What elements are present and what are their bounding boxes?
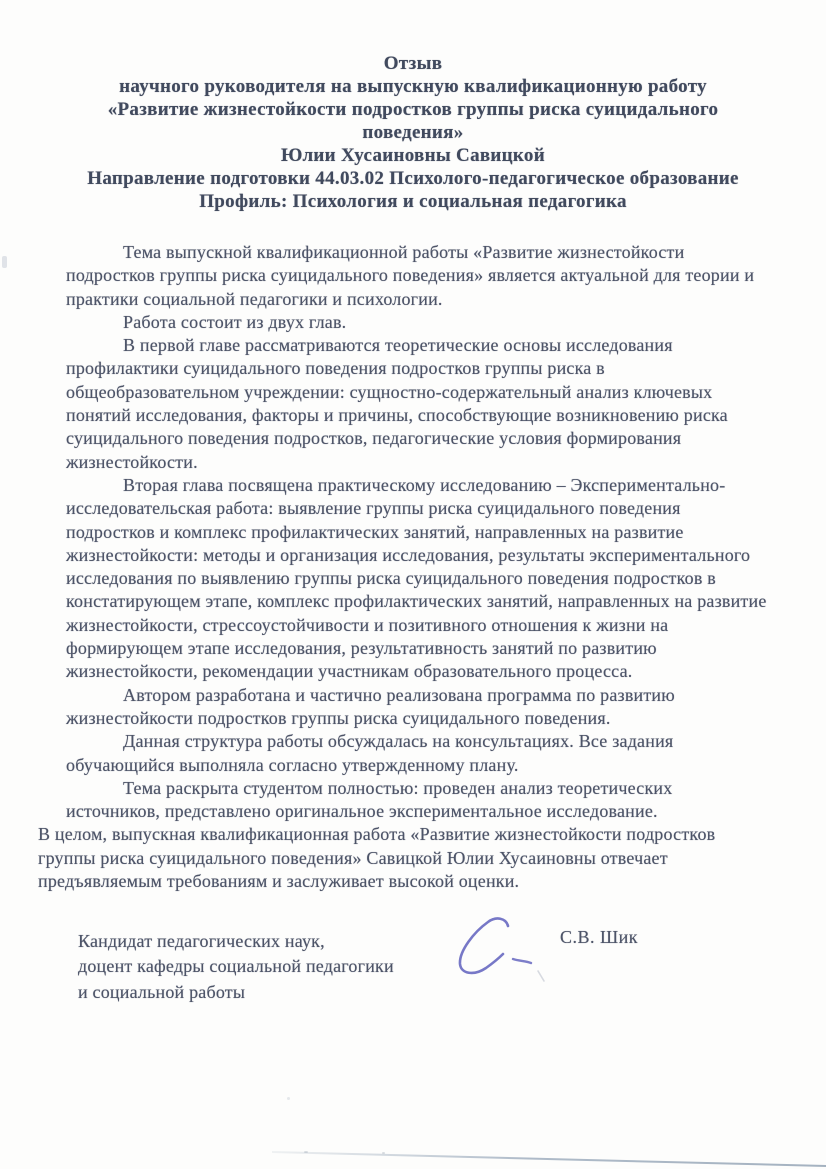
paragraph-program: Автором разработана и частично реализована программа по развитию жизнестойкости подростков группы риска суицидального поведения.	[66, 684, 675, 728]
work-title: «Развитие жизнестойкости подростков группы риска суицидального поведения»	[107, 99, 719, 143]
paragraph-chapter-one: В первой главе рассматриваются теоретические основы исследования профилактики суицидального поведения подростков группы риска в общеобразовательном учреждении: сущностно-содержательный анализ ключевых понятий исследования, факторы и причины, способствующие возникновению риска суицидального поведения подростков, педагогические условия формирования жизнестойкости.	[66, 335, 728, 472]
paragraph-structure: Работа состоит из двух глав.	[123, 311, 347, 332]
paragraph-topic: Тема выпускной квалификационной работы «Развитие жизнестойкости подростков группы риска суицидального поведения» является актуальной для теории и практики социальной педагогики и психологии.	[66, 242, 755, 309]
paragraph-topic-covered: Тема раскрыта студентом полностью: проведен анализ теоретических источников, представлено оригинальное экспериментальное исследование.	[66, 777, 673, 822]
paragraph-consultations: Данная структура работы обсуждалась на консультациях. Все задания обучающийся выполняла согласно утвержденному плану.	[66, 731, 674, 775]
scan-speck	[382, 1152, 385, 1154]
scan-speck	[2, 256, 7, 268]
document-subtitle: научного руководителя на выпускную квалификационную работу	[119, 76, 707, 97]
signatory-position	[78, 929, 778, 1005]
signatory-department-line: доцент кафедры социальной педагогики	[78, 956, 394, 977]
signatory-department-line-2: и социальной работы	[78, 981, 246, 1002]
document-header	[23, 52, 803, 213]
paragraph-chapter-two: Вторая глава посвящена практическому исследованию – Экспериментально-исследовательская работа: выявление группы риска суицидального поведения подростков и комплекс профилактических занятий, направленных на развитие жизнестойкости: методы и организация исследования, результаты экспериментального исследования по выявлению группы риска суицидального поведения подростков в констатирующем этапе, комплекс профилактических занятий, направленных на развитие жизнестойкости, стрессоустойчивости и позитивного отношения к жизни на формирующем этапе исследования, результативность занятий по развитию жизнестойкости, рекомендации участникам образовательного процесса.	[66, 474, 767, 682]
document-title: Отзыв	[383, 53, 443, 74]
scan-speck	[304, 1151, 308, 1153]
scan-page-edge-artifact	[272, 1151, 826, 1167]
document-body	[38, 241, 770, 893]
signatory-name: С.В. Шик	[560, 927, 639, 947]
handwritten-signature-icon	[446, 913, 556, 993]
scan-speck	[287, 1097, 290, 1100]
signatory-degree-line: Кандидат педагогических наук,	[78, 931, 325, 951]
student-name: Юлии Хусаиновны Савицкой	[281, 145, 545, 166]
profile-line: Профиль: Психология и социальная педагогика	[199, 191, 627, 212]
program-line: Направление подготовки 44.03.02 Психолого-педагогическое образование	[87, 168, 739, 189]
paragraph-conclusion: В целом, выпускная квалификационная работа «Развитие жизнестойкости подростков группы риска суицидального поведения» Савицкой Юлии Хусаиновны отвечает предъявляемым требованиям и заслуживает высокой оценки.	[38, 824, 716, 892]
